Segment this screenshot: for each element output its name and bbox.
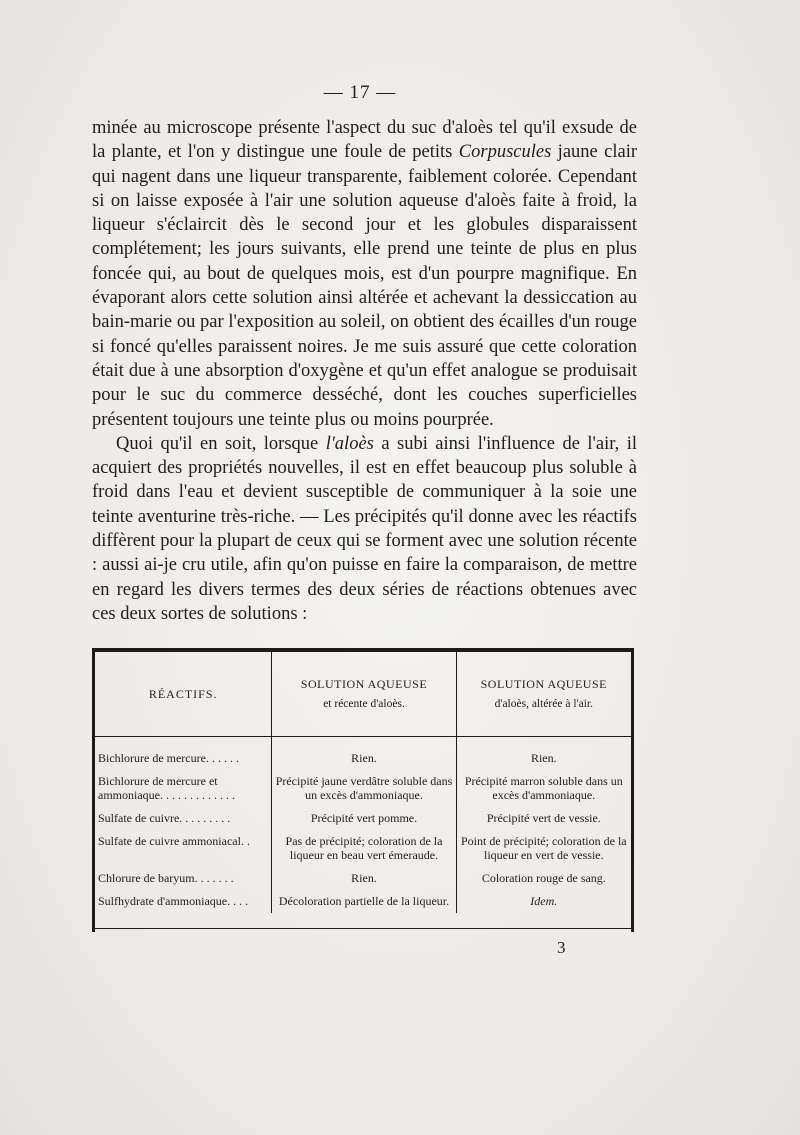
text-segment: minée au microscope présente l'aspect du suc d'aloès tel qu'il exsude de la plante, et l'on y distingue une foule de petits xyxy=(92,118,637,163)
header-solution-alteree xyxy=(456,652,631,737)
table-row xyxy=(95,737,631,771)
cell-reactif: Chlorure de baryum. . . . . . . xyxy=(98,871,234,885)
cell-reactif: Sulfate de cuivre ammoniacal. . xyxy=(98,834,250,848)
table-header-row xyxy=(95,652,631,737)
cell-alteree: Coloration rouge de sang. xyxy=(456,867,631,890)
cell-alteree: Point de précipité; coloration de la liqueur en vert de vessie. xyxy=(456,830,631,867)
cell-alteree: Précipité marron soluble dans un excès d'ammoniaque. xyxy=(456,770,631,807)
cell-recente: Rien. xyxy=(272,867,456,890)
cell-alteree: Précipité vert de vessie. xyxy=(456,807,631,830)
table-row xyxy=(95,867,631,890)
text-segment: Quoi qu'il en soit, lorsque xyxy=(116,433,326,454)
cell-reactif: Bichlorure de mercure et ammoniaque. . . . . . . . . . . . . xyxy=(98,774,235,802)
text-segment-italic: l'aloès xyxy=(325,433,374,454)
cell-reactif: Bichlorure de mercure. . . . . . xyxy=(98,751,239,765)
page-number: — 17 — xyxy=(323,82,397,103)
table-row xyxy=(95,830,631,867)
text-segment: jaune clair qui nagent dans une liqueur transparente, faiblement colorée. Cependant si on laisse exposée à l'air une solution aqueuse d'aloès faite à froid, la liqueur s'éclaircit dès le second jour et les globules disparaissent complétement; les jours suivants, elle prend une teinte de plus en plus foncée qui, au bout de quelques mois, est d'un pourpre magnifique. En évaporant alors cette solution ainsi altérée et achevant la dessiccation au bain-marie ou par l'exposition au soleil, on obtient des écailles d'un rouge si foncé qu'elles paraissent noires. Je me suis assuré que cette coloration était due à une absorption d'oxygène et qu'un effet analogue se produisait pour le suc du commerce desséché, dont les couches superficielles présentent toujours une teinte plus ou moins pourprée. xyxy=(92,142,637,430)
header-main-label: SOLUTION AQUEUSE xyxy=(480,677,607,691)
header-sub-label: et récente d'aloès. xyxy=(323,698,405,710)
cell-recente: Précipité jaune verdâtre soluble dans un excès d'ammoniaque. xyxy=(272,770,456,807)
cell-reactif: Sulfate de cuivre. . . . . . . . . xyxy=(98,811,231,825)
cell-recente: Décoloration partielle de la liqueur. xyxy=(272,890,456,913)
header-reactifs: RÉACTIFS. xyxy=(95,652,272,737)
table-row xyxy=(95,770,631,807)
header-solution-recente xyxy=(272,652,456,737)
reactions-table xyxy=(92,648,634,932)
cell-alteree: Idem. xyxy=(456,890,631,913)
table-row xyxy=(95,807,631,830)
text-segment-italic: Corpuscules xyxy=(458,142,552,163)
header-main-label: SOLUTION AQUEUSE xyxy=(300,677,428,691)
table-bottom-rule xyxy=(92,928,634,935)
reactions-grid xyxy=(95,652,631,913)
table-row xyxy=(95,890,631,913)
body-text xyxy=(92,116,637,626)
paragraph xyxy=(92,432,637,626)
cell-recente: Précipité vert pomme. xyxy=(272,807,456,830)
text-segment: a subi ainsi l'influence de l'air, il acquiert des propriétés nouvelles, il est en effet beaucoup plus soluble à froid dans l'eau et devient susceptible de communiquer à la soie une teinte aventurine très-riche. — Les précipités qu'il donne avec les réactifs diffèrent pour la plupart de ceux qui se forment avec une solution récente : aussi ai-je cru utile, afin qu'on puisse en faire la comparaison, de mettre en regard les divers termes des deux séries de réactions obtenues avec ces deux sortes de solutions : xyxy=(92,433,637,624)
paragraph xyxy=(92,116,637,432)
cell-recente: Rien. xyxy=(272,737,456,771)
cell-alteree: Rien. xyxy=(456,737,631,771)
header-sub-label: d'aloès, altérée à l'air. xyxy=(494,698,593,710)
cell-reactif: Sulfhydrate d'ammoniaque. . . . xyxy=(98,894,249,908)
signature-mark: 3 xyxy=(557,938,566,957)
cell-recente: Pas de précipité; coloration de la liqueur en beau vert émeraude. xyxy=(272,830,456,867)
